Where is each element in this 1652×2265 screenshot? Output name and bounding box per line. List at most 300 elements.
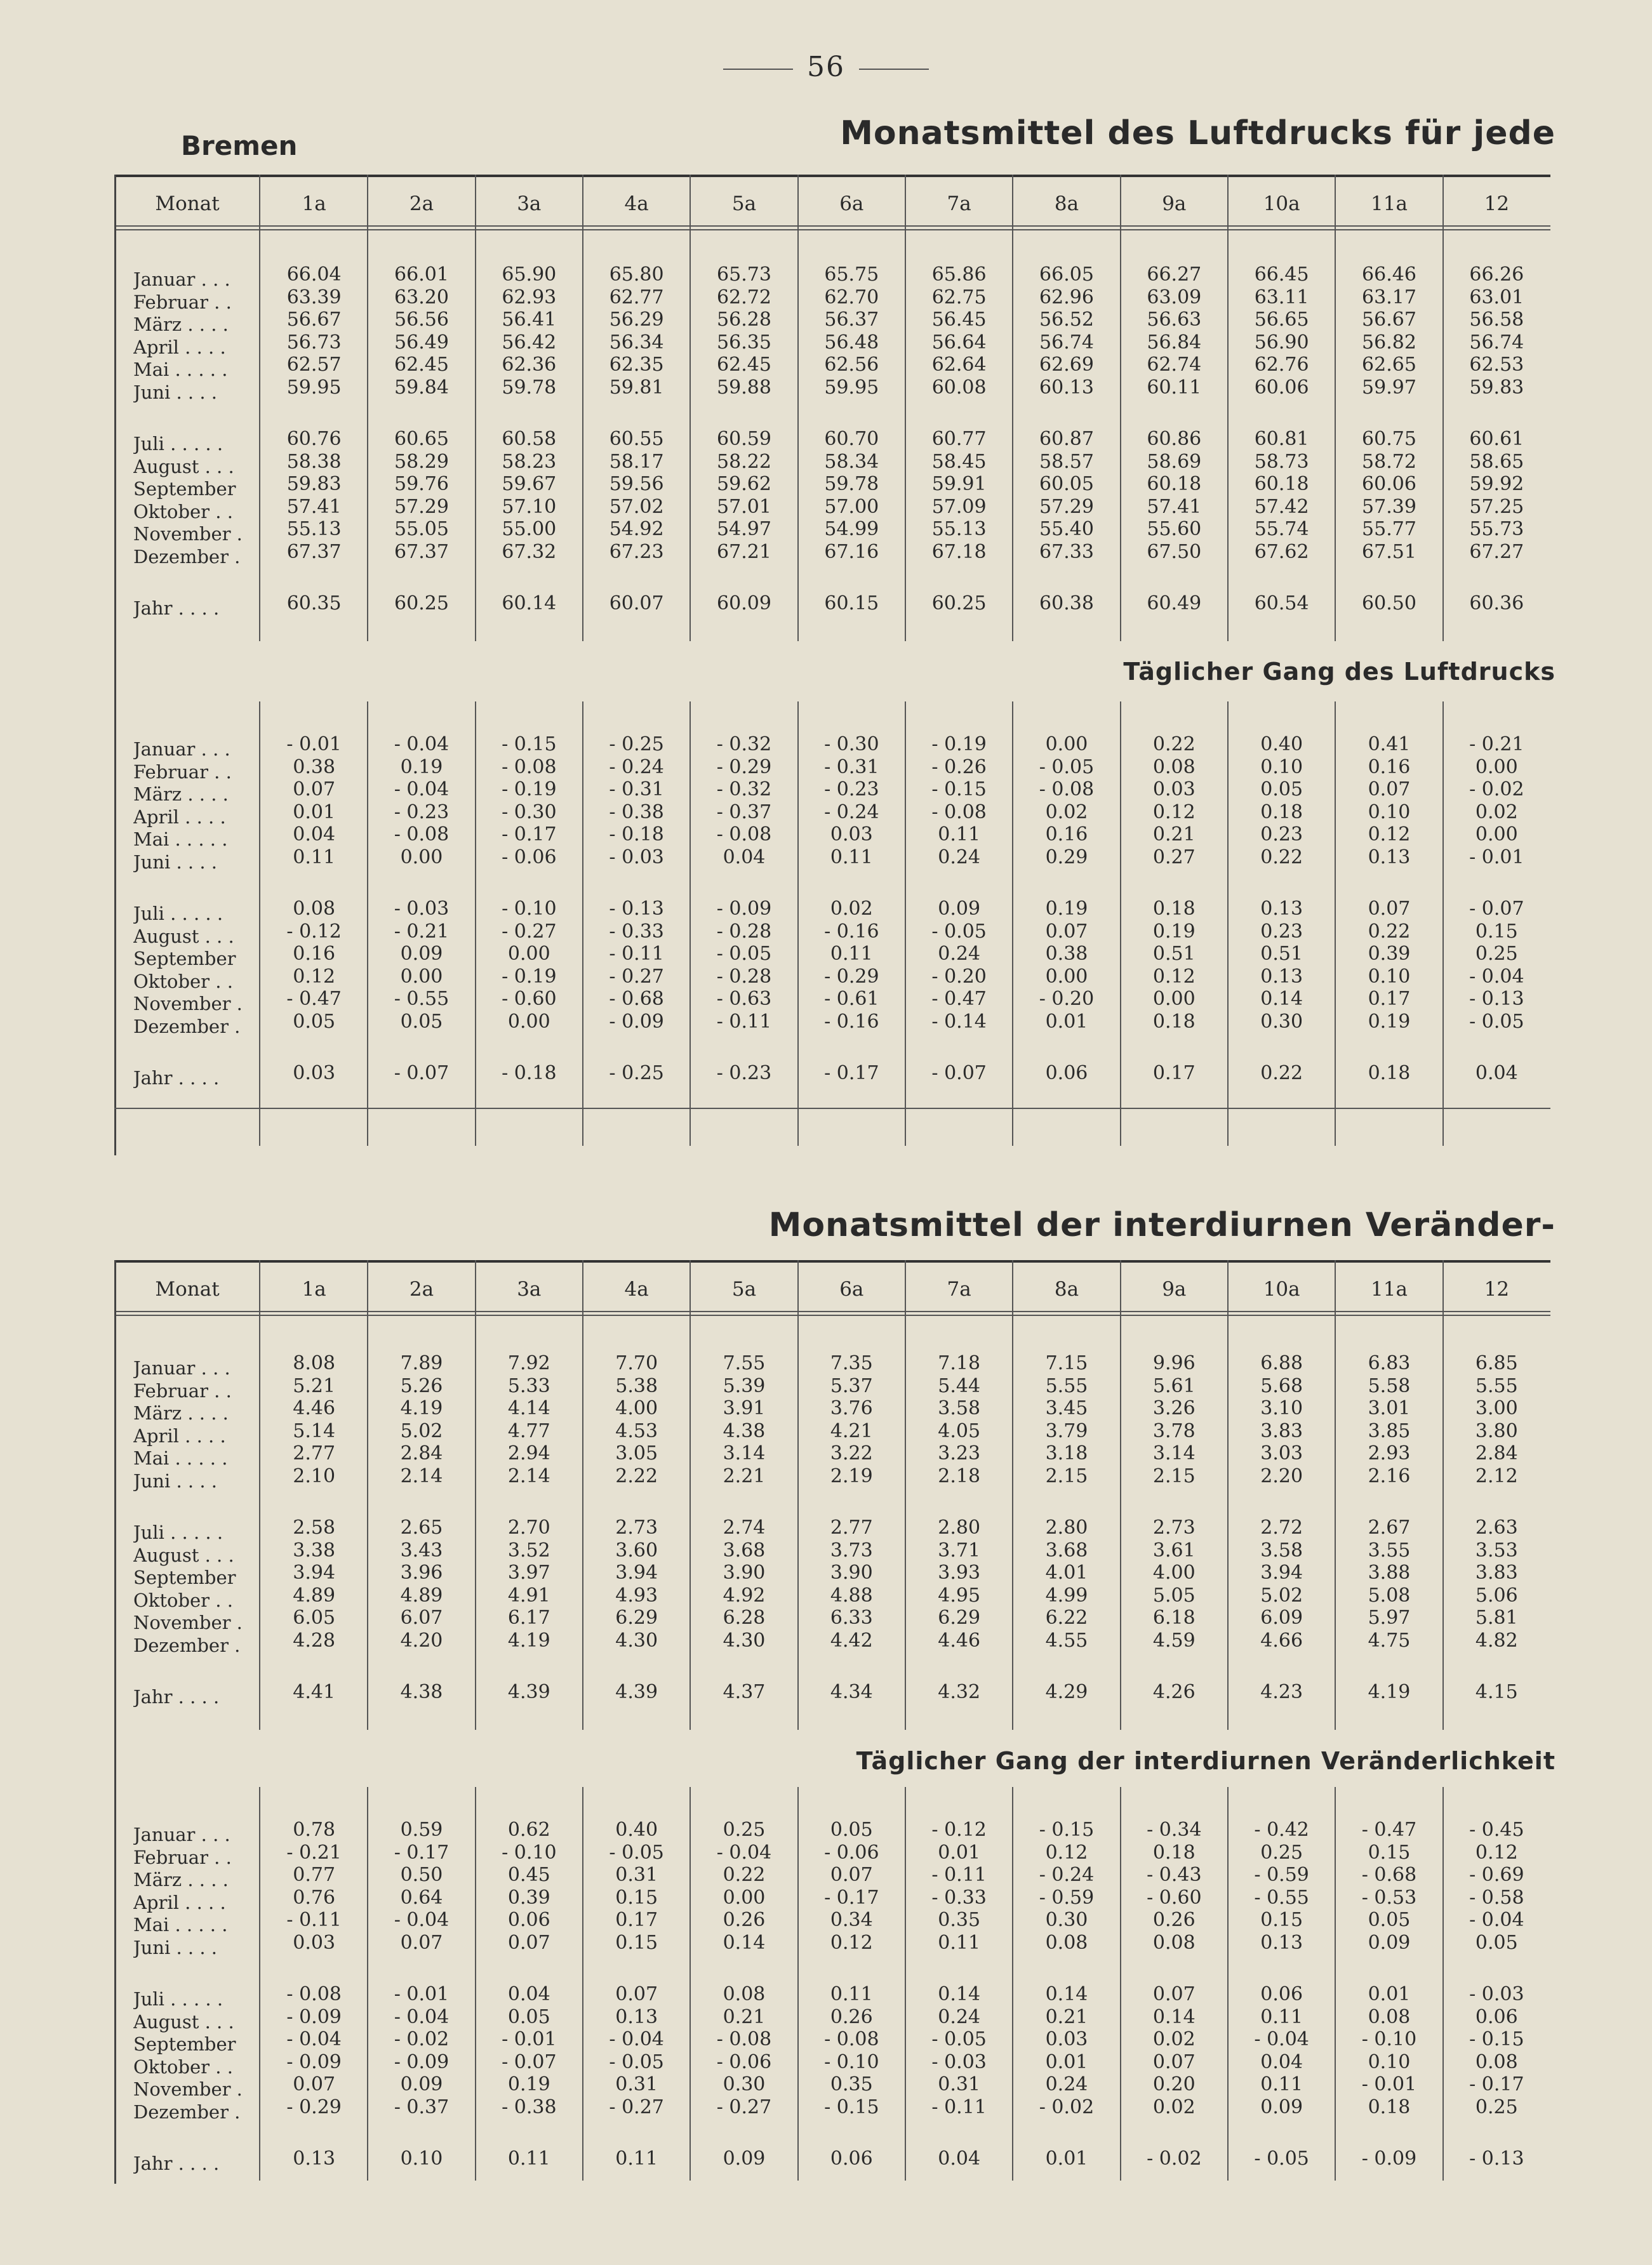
- value-cell: 0.07: [1368, 898, 1411, 920]
- value-cell: - 0.02: [1147, 2148, 1202, 2170]
- value-cell: 3.43: [400, 1539, 443, 1562]
- value-cell: 0.08: [1152, 1931, 1196, 1954]
- value-cell: - 0.01: [394, 1983, 450, 2005]
- value-cell: - 0.60: [502, 988, 557, 1010]
- value-cell: 0.09: [400, 2073, 443, 2096]
- value-cell: - 0.69: [1469, 1864, 1524, 1886]
- value-cell: 3.94: [615, 1562, 658, 1584]
- value-cell: 2.70: [507, 1517, 550, 1539]
- value-cell: 0.07: [1368, 778, 1411, 800]
- value-cell: - 0.37: [394, 2096, 450, 2118]
- value-cell: 4.39: [507, 1681, 550, 1703]
- value-cell: 5.38: [615, 1374, 658, 1397]
- value-cell: 0.23: [1260, 823, 1303, 846]
- value-cell: - 0.06: [716, 2050, 772, 2073]
- value-cell: 0.21: [723, 2005, 766, 2028]
- value-cell: - 0.11: [286, 1909, 342, 1931]
- month-label: Juli . . . . .: [133, 433, 223, 455]
- month-label: Jahr . . . .: [133, 597, 220, 619]
- value-cell: 2.77: [293, 1442, 336, 1465]
- value-cell: 3.80: [1475, 1419, 1518, 1442]
- header-hour: 10a: [1263, 1278, 1300, 1301]
- value-cell: - 0.33: [609, 920, 664, 943]
- value-cell: 62.36: [502, 354, 557, 376]
- value-cell: - 0.18: [502, 1062, 557, 1084]
- value-cell: - 0.05: [609, 1841, 664, 1864]
- value-cell: 60.13: [1039, 376, 1094, 399]
- value-cell: 2.84: [1475, 1442, 1518, 1465]
- value-cell: 67.50: [1147, 540, 1202, 563]
- value-cell: 56.45: [931, 309, 987, 331]
- value-cell: 56.73: [286, 331, 342, 354]
- value-cell: 4.39: [615, 1681, 658, 1703]
- value-cell: 0.00: [1475, 755, 1518, 778]
- value-cell: - 0.27: [716, 2096, 772, 2118]
- value-cell: - 0.14: [931, 1010, 987, 1033]
- value-cell: 59.84: [394, 376, 449, 399]
- value-cell: 66.04: [286, 263, 342, 286]
- value-cell: 0.00: [1475, 823, 1518, 846]
- value-cell: - 0.05: [716, 943, 772, 965]
- month-label: Juni . . . .: [133, 1936, 218, 1958]
- header-hour: 2a: [409, 1278, 434, 1301]
- value-cell: - 0.02: [1039, 2096, 1095, 2118]
- value-cell: - 0.04: [394, 2005, 450, 2028]
- value-cell: 6.29: [615, 1607, 658, 1629]
- value-cell: 62.72: [717, 286, 771, 309]
- value-cell: 3.83: [1475, 1562, 1518, 1584]
- month-label: August . . .: [133, 925, 234, 947]
- value-cell: 0.59: [400, 1819, 443, 1841]
- value-cell: 5.08: [1368, 1584, 1411, 1607]
- value-cell: 0.12: [830, 1931, 873, 1954]
- value-cell: 7.18: [938, 1352, 981, 1374]
- value-cell: 3.53: [1475, 1539, 1518, 1562]
- value-cell: 62.45: [717, 354, 771, 376]
- value-cell: 3.10: [1260, 1397, 1303, 1419]
- value-cell: 3.90: [723, 1562, 766, 1584]
- section-variability: [114, 1352, 1550, 1708]
- value-cell: - 0.31: [824, 755, 879, 778]
- value-cell: 0.01: [938, 1841, 981, 1864]
- value-cell: 67.62: [1254, 540, 1309, 563]
- value-cell: - 0.23: [824, 778, 879, 800]
- value-cell: 60.77: [931, 428, 987, 450]
- value-cell: 0.19: [1368, 1010, 1411, 1033]
- value-cell: 0.14: [1260, 988, 1303, 1010]
- value-cell: 0.17: [615, 1909, 658, 1931]
- value-cell: 0.00: [507, 1010, 550, 1033]
- value-cell: - 0.61: [824, 988, 879, 1010]
- value-cell: 5.02: [1260, 1584, 1303, 1607]
- header-hour: 12: [1484, 192, 1510, 215]
- value-cell: 67.37: [286, 540, 342, 563]
- value-cell: 0.07: [1152, 1983, 1196, 2005]
- value-cell: - 0.37: [716, 800, 772, 823]
- value-cell: - 0.26: [931, 755, 987, 778]
- value-cell: 62.57: [286, 354, 342, 376]
- value-cell: 3.05: [615, 1442, 658, 1465]
- header-hour: 8a: [1054, 192, 1079, 215]
- value-cell: 56.67: [286, 309, 342, 331]
- value-cell: - 0.17: [394, 1841, 450, 1864]
- value-cell: - 0.17: [824, 1062, 879, 1084]
- value-cell: 0.13: [293, 2148, 336, 2170]
- value-cell: 60.54: [1254, 592, 1309, 614]
- value-cell: 0.24: [938, 846, 981, 868]
- value-cell: 59.78: [824, 473, 879, 495]
- month-label: Januar . . .: [133, 738, 230, 760]
- value-cell: 0.05: [293, 1010, 336, 1033]
- value-cell: - 0.17: [1469, 2073, 1524, 2096]
- month-label: Mai . . . . .: [133, 1447, 228, 1469]
- value-cell: - 0.21: [286, 1841, 342, 1864]
- value-cell: - 0.08: [716, 2028, 772, 2050]
- value-cell: - 0.05: [1039, 755, 1095, 778]
- value-cell: - 0.24: [609, 755, 664, 778]
- value-cell: 3.73: [830, 1539, 873, 1562]
- value-cell: 60.18: [1147, 473, 1202, 495]
- value-cell: 62.74: [1147, 354, 1202, 376]
- value-cell: 0.10: [400, 2148, 443, 2170]
- value-cell: 56.35: [717, 331, 771, 354]
- value-cell: 4.95: [938, 1584, 981, 1607]
- value-cell: 0.23: [1260, 920, 1303, 943]
- value-cell: 65.80: [609, 263, 664, 286]
- header-hour: 6a: [839, 1278, 864, 1301]
- value-cell: 0.12: [1152, 965, 1196, 988]
- month-label: August . . .: [133, 1544, 234, 1566]
- value-cell: 60.06: [1254, 376, 1309, 399]
- value-cell: 62.35: [609, 354, 664, 376]
- value-cell: 2.80: [1045, 1517, 1088, 1539]
- value-cell: 4.32: [938, 1681, 981, 1703]
- value-cell: 55.00: [502, 518, 557, 540]
- value-cell: 60.70: [824, 428, 879, 450]
- value-cell: 58.73: [1254, 450, 1309, 473]
- value-cell: 0.02: [1475, 800, 1518, 823]
- value-cell: 58.45: [931, 450, 987, 473]
- value-cell: 0.03: [293, 1931, 336, 1954]
- value-cell: - 0.09: [1361, 2148, 1417, 2170]
- value-cell: - 0.47: [931, 988, 987, 1010]
- value-cell: 0.18: [1152, 1841, 1196, 1864]
- value-cell: - 0.68: [1361, 1864, 1417, 1886]
- value-cell: 0.45: [507, 1864, 550, 1886]
- value-cell: - 0.08: [931, 800, 987, 823]
- value-cell: 0.13: [1368, 846, 1411, 868]
- value-cell: 60.09: [717, 592, 771, 614]
- value-cell: 0.76: [293, 1886, 336, 1909]
- value-cell: - 0.06: [502, 846, 557, 868]
- value-cell: 0.07: [293, 2073, 336, 2096]
- header-month: Monat: [155, 192, 220, 215]
- value-cell: - 0.55: [1254, 1886, 1309, 1909]
- value-cell: 0.40: [615, 1819, 658, 1841]
- value-cell: 56.58: [1469, 309, 1524, 331]
- value-cell: - 0.08: [1039, 778, 1095, 800]
- value-cell: 59.78: [502, 376, 557, 399]
- value-cell: 60.61: [1469, 428, 1524, 450]
- value-cell: 60.87: [1039, 428, 1094, 450]
- value-cell: 9.96: [1152, 1352, 1196, 1374]
- month-label: September: [133, 1567, 236, 1588]
- value-cell: 0.21: [1045, 2005, 1088, 2028]
- value-cell: 66.27: [1147, 263, 1202, 286]
- value-cell: 0.16: [1045, 823, 1088, 846]
- value-cell: 59.83: [286, 473, 342, 495]
- value-cell: - 0.16: [824, 1010, 879, 1033]
- value-cell: - 0.09: [609, 1010, 664, 1033]
- value-cell: 56.56: [394, 309, 449, 331]
- value-cell: - 0.01: [286, 733, 342, 755]
- value-cell: - 0.07: [394, 1062, 450, 1084]
- value-cell: 0.26: [830, 2005, 873, 2028]
- value-cell: - 0.38: [609, 800, 664, 823]
- value-cell: - 0.05: [931, 2028, 987, 2050]
- value-cell: 0.26: [1152, 1909, 1196, 1931]
- value-cell: 0.19: [400, 755, 443, 778]
- value-cell: - 0.08: [716, 823, 772, 846]
- value-cell: 57.42: [1254, 495, 1309, 518]
- value-cell: - 0.28: [716, 965, 772, 988]
- month-label: Februar . .: [133, 761, 232, 783]
- value-cell: 6.22: [1045, 1607, 1088, 1629]
- value-cell: 58.34: [824, 450, 879, 473]
- value-cell: 3.68: [1045, 1539, 1088, 1562]
- value-cell: 55.13: [931, 518, 987, 540]
- header-hour: 8a: [1054, 1278, 1079, 1301]
- value-cell: 66.45: [1254, 263, 1309, 286]
- value-cell: 4.89: [293, 1584, 336, 1607]
- value-cell: 0.07: [400, 1931, 443, 1954]
- value-cell: 0.77: [293, 1864, 336, 1886]
- value-cell: - 0.04: [394, 733, 450, 755]
- value-cell: 2.77: [830, 1517, 873, 1539]
- value-cell: 60.59: [717, 428, 771, 450]
- value-cell: - 0.13: [609, 898, 664, 920]
- value-cell: 60.06: [1362, 473, 1416, 495]
- value-cell: 0.12: [1152, 800, 1196, 823]
- value-cell: 55.60: [1147, 518, 1202, 540]
- value-cell: 0.06: [507, 1909, 550, 1931]
- value-cell: 4.14: [507, 1397, 550, 1419]
- value-cell: 2.73: [615, 1517, 658, 1539]
- value-cell: 62.69: [1039, 354, 1094, 376]
- value-cell: 0.02: [1152, 2028, 1196, 2050]
- value-cell: 0.30: [723, 2073, 766, 2096]
- value-cell: 0.05: [1260, 778, 1303, 800]
- value-cell: 4.19: [1368, 1681, 1411, 1703]
- value-cell: 2.74: [723, 1517, 766, 1539]
- value-cell: 0.38: [1045, 943, 1088, 965]
- value-cell: - 0.15: [502, 733, 557, 755]
- value-cell: 0.15: [1475, 920, 1518, 943]
- value-cell: 56.65: [1254, 309, 1309, 331]
- header-hour: 9a: [1162, 1278, 1187, 1301]
- value-cell: 54.97: [717, 518, 771, 540]
- value-cell: - 0.23: [394, 800, 450, 823]
- value-cell: 56.82: [1362, 331, 1416, 354]
- value-cell: 7.92: [507, 1352, 550, 1374]
- value-cell: 2.10: [293, 1465, 336, 1487]
- value-cell: 4.89: [400, 1584, 443, 1607]
- value-cell: 60.75: [1362, 428, 1416, 450]
- value-cell: 5.21: [293, 1374, 336, 1397]
- value-cell: 6.28: [723, 1607, 766, 1629]
- value-cell: 2.22: [615, 1465, 658, 1487]
- value-cell: 4.23: [1260, 1681, 1303, 1703]
- value-cell: 5.02: [400, 1419, 443, 1442]
- value-cell: 56.49: [394, 331, 449, 354]
- value-cell: 0.31: [615, 1864, 658, 1886]
- value-cell: 0.41: [1368, 733, 1411, 755]
- value-cell: - 0.10: [502, 898, 557, 920]
- header-hour: 5a: [731, 192, 757, 215]
- value-cell: 62.75: [931, 286, 987, 309]
- value-cell: 56.74: [1469, 331, 1524, 354]
- value-cell: - 0.21: [394, 920, 450, 943]
- value-cell: 7.70: [615, 1352, 658, 1374]
- month-label: November .: [133, 993, 243, 1014]
- value-cell: 59.76: [394, 473, 449, 495]
- value-cell: 67.23: [609, 540, 664, 563]
- month-label: Juni . . . .: [133, 381, 218, 403]
- value-cell: 3.22: [830, 1442, 873, 1465]
- value-cell: 5.37: [830, 1374, 873, 1397]
- value-cell: 2.16: [1368, 1465, 1411, 1487]
- value-cell: 0.20: [1152, 2073, 1196, 2096]
- value-cell: - 0.06: [824, 1841, 879, 1864]
- value-cell: 60.65: [394, 428, 449, 450]
- value-cell: 0.03: [1045, 2028, 1088, 2050]
- value-cell: 59.97: [1362, 376, 1416, 399]
- value-cell: 3.91: [723, 1397, 766, 1419]
- value-cell: 0.03: [830, 823, 873, 846]
- value-cell: 0.01: [1045, 2148, 1088, 2170]
- value-cell: 4.30: [723, 1629, 766, 1652]
- value-cell: 5.61: [1152, 1374, 1196, 1397]
- value-cell: 55.13: [286, 518, 342, 540]
- value-cell: 0.19: [1045, 898, 1088, 920]
- value-cell: 4.30: [615, 1629, 658, 1652]
- value-cell: 60.07: [609, 592, 664, 614]
- value-cell: 2.58: [293, 1517, 336, 1539]
- value-cell: - 0.23: [716, 1062, 772, 1084]
- value-cell: 56.64: [931, 331, 987, 354]
- value-cell: 0.25: [723, 1819, 766, 1841]
- value-cell: 0.10: [1260, 755, 1303, 778]
- value-cell: 3.58: [938, 1397, 981, 1419]
- value-cell: 0.05: [400, 1010, 443, 1033]
- value-cell: 0.14: [1152, 2005, 1196, 2028]
- month-label: März . . . .: [133, 1402, 229, 1424]
- value-cell: 5.33: [507, 1374, 550, 1397]
- value-cell: - 0.29: [286, 2096, 342, 2118]
- value-cell: 60.38: [1039, 592, 1094, 614]
- month-label: Oktober . .: [133, 500, 233, 522]
- value-cell: - 0.12: [286, 920, 342, 943]
- month-label: Oktober . .: [133, 1589, 233, 1611]
- value-cell: 63.01: [1469, 286, 1524, 309]
- value-cell: 0.22: [1152, 733, 1196, 755]
- value-cell: - 0.25: [609, 733, 664, 755]
- value-cell: 0.14: [938, 1983, 981, 2005]
- value-cell: 0.10: [1368, 2050, 1411, 2073]
- value-cell: 67.37: [394, 540, 449, 563]
- value-cell: - 0.27: [609, 965, 664, 988]
- value-cell: 66.26: [1469, 263, 1524, 286]
- value-cell: - 0.15: [931, 778, 987, 800]
- value-cell: 67.21: [717, 540, 771, 563]
- value-cell: 0.00: [723, 1886, 766, 1909]
- value-cell: 0.05: [830, 1819, 873, 1841]
- value-cell: 58.65: [1469, 450, 1524, 473]
- value-cell: 7.15: [1045, 1352, 1088, 1374]
- value-cell: - 0.04: [394, 1909, 450, 1931]
- value-cell: 56.74: [1039, 331, 1094, 354]
- value-cell: - 0.19: [502, 778, 557, 800]
- value-cell: 0.02: [1152, 2096, 1196, 2118]
- value-cell: 0.01: [1045, 1010, 1088, 1033]
- value-cell: 0.07: [615, 1983, 658, 2005]
- header-hour: 4a: [624, 192, 649, 215]
- value-cell: 0.18: [1368, 2096, 1411, 2118]
- section-pressure-daily: [114, 733, 1550, 1114]
- value-cell: 3.01: [1368, 1397, 1411, 1419]
- value-cell: - 0.19: [502, 965, 557, 988]
- value-cell: 60.25: [931, 592, 987, 614]
- value-cell: - 0.05: [609, 2050, 664, 2073]
- title-variability-daily: Täglicher Gang der interdiurnen Veränderlichkeit: [856, 1747, 1555, 1775]
- value-cell: 67.51: [1362, 540, 1416, 563]
- value-cell: 0.51: [1152, 943, 1196, 965]
- value-cell: - 0.27: [502, 920, 557, 943]
- value-cell: - 0.30: [824, 733, 879, 755]
- value-cell: 6.88: [1260, 1352, 1303, 1374]
- value-cell: 3.96: [400, 1562, 443, 1584]
- value-cell: - 0.59: [1254, 1864, 1309, 1886]
- value-cell: - 0.30: [502, 800, 557, 823]
- value-cell: 4.38: [400, 1681, 443, 1703]
- value-cell: 2.20: [1260, 1465, 1303, 1487]
- value-cell: 2.73: [1152, 1517, 1196, 1539]
- value-cell: - 0.68: [609, 988, 664, 1010]
- value-cell: 0.18: [1368, 1062, 1411, 1084]
- value-cell: 2.21: [723, 1465, 766, 1487]
- value-cell: 0.00: [1045, 965, 1088, 988]
- value-cell: 2.84: [400, 1442, 443, 1465]
- value-cell: 62.64: [931, 354, 987, 376]
- value-cell: 0.39: [1368, 943, 1411, 965]
- value-cell: 6.83: [1368, 1352, 1411, 1374]
- header-hour: 12: [1484, 1278, 1510, 1301]
- value-cell: 0.11: [830, 846, 873, 868]
- value-cell: 2.94: [507, 1442, 550, 1465]
- value-cell: 67.33: [1039, 540, 1094, 563]
- value-cell: 3.85: [1368, 1419, 1411, 1442]
- value-cell: - 0.29: [824, 965, 879, 988]
- value-cell: 62.76: [1254, 354, 1309, 376]
- value-cell: 4.34: [830, 1681, 873, 1703]
- header-hour: 4a: [624, 1278, 649, 1301]
- value-cell: 56.52: [1039, 309, 1094, 331]
- value-cell: - 0.24: [824, 800, 879, 823]
- value-cell: 2.19: [830, 1465, 873, 1487]
- value-cell: 4.37: [723, 1681, 766, 1703]
- value-cell: 3.71: [938, 1539, 981, 1562]
- value-cell: 65.90: [502, 263, 557, 286]
